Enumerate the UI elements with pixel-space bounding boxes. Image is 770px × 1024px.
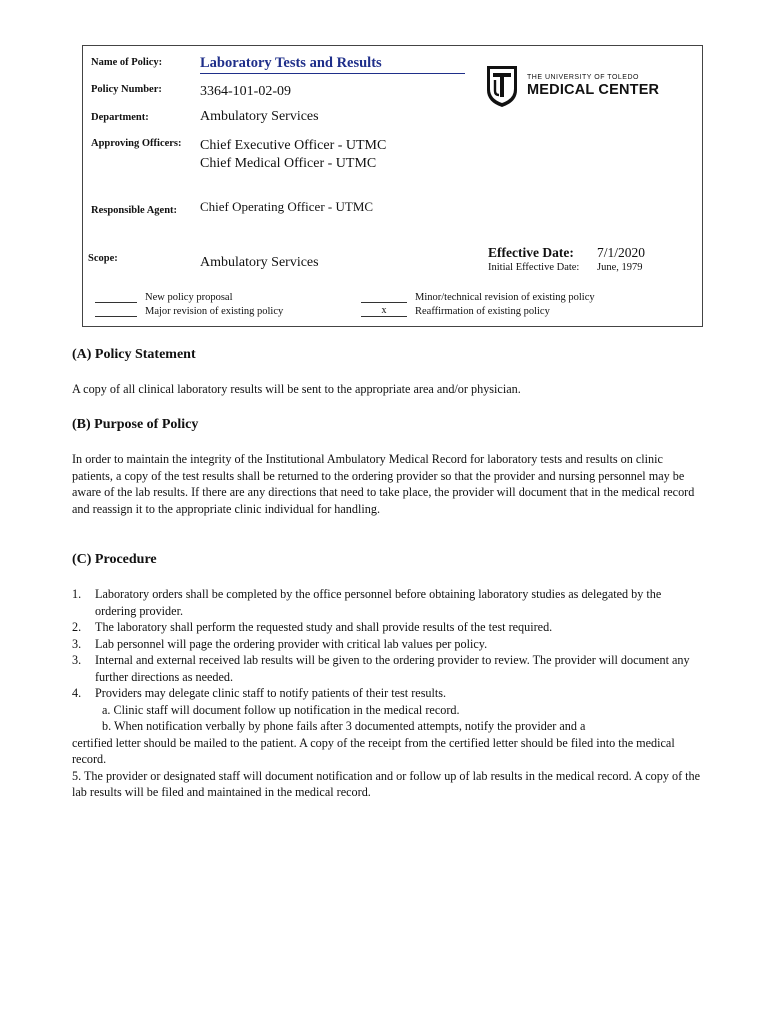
scope-label: Scope: (88, 253, 118, 264)
scope-value: Ambulatory Services (200, 255, 319, 270)
effective-date-value: 7/1/2020 (597, 245, 646, 260)
policy-name-value: Laboratory Tests and Results (200, 55, 465, 74)
section-c-heading: (C) Procedure (72, 552, 157, 567)
revision-reaffirmation (361, 305, 550, 317)
revision-major-label: Major revision of existing policy (145, 306, 284, 317)
procedure-item (72, 586, 702, 619)
procedure-subitem-b-continued: certified letter should be mailed to the patient. A copy of the receipt from the certified letter should be filed into the medical record. (72, 735, 675, 766)
policy-header-box (82, 45, 703, 327)
procedure-item (72, 685, 702, 702)
section-a-text: A copy of all clinical laboratory results will be sent to the appropriate area and/or physician. (72, 382, 521, 396)
procedure-list (72, 586, 702, 801)
revision-reaffirmation-label: Reaffirmation of existing policy (415, 306, 550, 317)
revision-new-label: New policy proposal (145, 292, 233, 303)
revision-major (95, 305, 283, 317)
revision-minor-checkbox (361, 291, 407, 303)
procedure-item-number: 4. (72, 686, 82, 700)
approving-officers-label: Approving Officers: (91, 138, 182, 149)
logo-university-text: THE UNIVERSITY OF TOLEDO (527, 74, 639, 82)
policy-name-label: Name of Policy: (91, 57, 163, 68)
approving-officer-1: Chief Executive Officer - UTMC (200, 138, 387, 153)
university-seal-icon (485, 64, 519, 108)
procedure-item-5: 5. The provider or designated staff will document notification and or follow up of lab results in the medical record. A copy of the lab results will be filed and maintained in the medical record. (72, 768, 701, 799)
initial-effective-date-value: June, 1979 (597, 262, 643, 273)
procedure-item (72, 636, 702, 653)
procedure-item-number: 1. (72, 587, 82, 601)
procedure-item-text: Lab personnel will page the ordering provider with critical lab values per policy. (95, 636, 488, 651)
revision-reaffirmation-checkbox: x (361, 305, 407, 317)
policy-number-value: 3364-101-02-09 (200, 84, 291, 99)
policy-number-label: Policy Number: (91, 84, 162, 95)
procedure-item-text: The laboratory shall perform the requested study and shall provide results of the test required. (95, 620, 553, 634)
procedure-item-number: 2. (72, 620, 82, 634)
section-b-text: In order to maintain the integrity of the Institutional Ambulatory Medical Record for laboratory tests and results on clinic patients, a copy of the test results shall be returned to the ordering provider so that the provider and nursing personnel may be aware of the lab results. If there are any directions that need to take place, the provider will document that in the medical record and reassign it to the appropriate clinic individual for handling. (72, 452, 695, 516)
procedure-item-text: Providers may delegate clinic staff to notify patients of their test results. (95, 686, 447, 700)
revision-major-checkbox (95, 305, 137, 317)
procedure-item-number: 3. (72, 636, 82, 651)
procedure-item-text: Internal and external received lab results will be given to the ordering provider to review. The provider will document any further directions as needed. (95, 653, 690, 684)
initial-effective-date-label: Initial Effective Date: (488, 262, 580, 273)
procedure-subitem-b: b. When notification verbally by phone fails after 3 documented attempts, notify the provider and a (102, 719, 586, 733)
utmc-logo (485, 58, 697, 114)
procedure-subitem-a: a. Clinic staff will document follow up notification in the medical record. (102, 702, 460, 717)
section-b-heading: (B) Purpose of Policy (72, 417, 199, 432)
section-a-heading: (A) Policy Statement (72, 347, 196, 362)
revision-new-checkbox (95, 291, 137, 303)
revision-minor-label: Minor/technical revision of existing policy (415, 292, 595, 303)
effective-date-label: Effective Date: (488, 245, 574, 260)
procedure-item (72, 619, 702, 636)
procedure-item-text: Laboratory orders shall be completed by the office personnel before obtaining laboratory studies as delegated by the ordering provider. (95, 587, 662, 618)
revision-new-policy (95, 291, 232, 303)
department-value: Ambulatory Services (200, 109, 319, 124)
responsible-agent-label: Responsible Agent: (91, 205, 178, 216)
responsible-agent-value: Chief Operating Officer - UTMC (200, 199, 374, 214)
procedure-item (72, 652, 702, 685)
logo-medical-center-text: MEDICAL CENTER (527, 82, 660, 99)
procedure-item-number: 3. (72, 653, 82, 667)
revision-minor (361, 291, 595, 303)
department-label: Department: (91, 112, 149, 123)
approving-officer-2: Chief Medical Officer - UTMC (200, 156, 377, 171)
